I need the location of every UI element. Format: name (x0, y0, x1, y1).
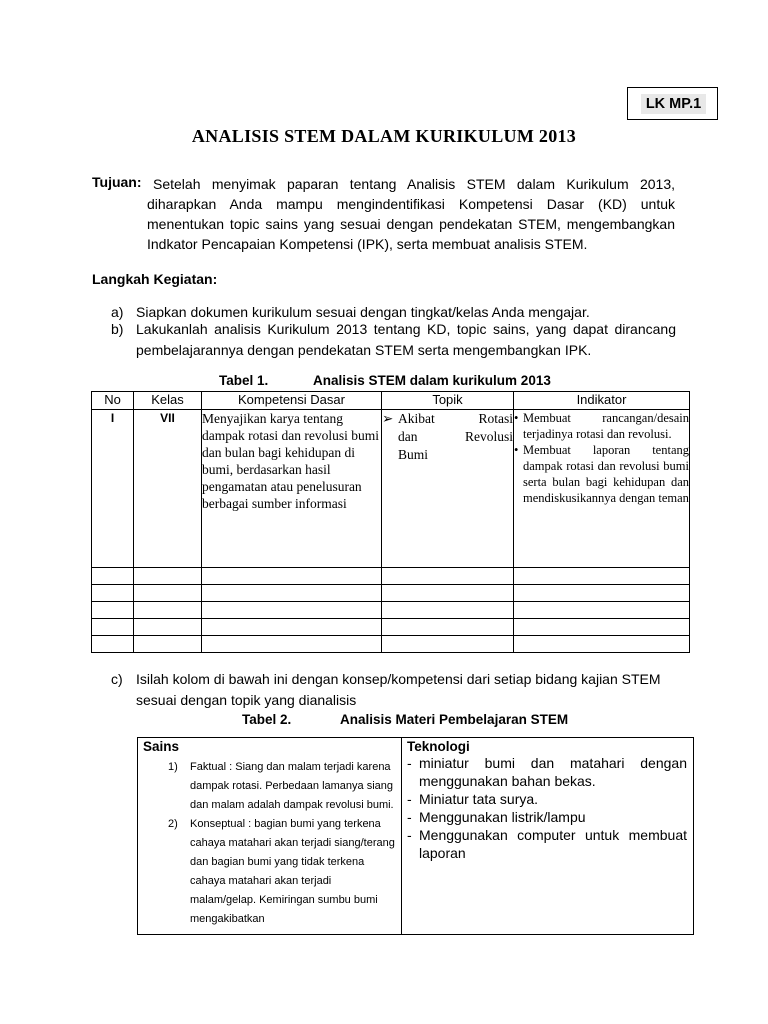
list-item (168, 758, 395, 815)
topik-text: Akibat Rotasi (398, 411, 513, 426)
bullet-icon: • (514, 411, 519, 425)
table2-caption-title: Analisis Materi Pembelajaran STEM (340, 712, 569, 727)
worksheet-code-badge (627, 87, 718, 120)
cell-topik (382, 410, 514, 568)
table-row (138, 738, 694, 935)
cell-sains (138, 738, 402, 935)
table-row-empty (92, 585, 690, 602)
table-row-empty (92, 619, 690, 636)
tujuan-rest: diharapkan Anda mampu mengindentifikasi Kompetensi Dasar (KD) untuk menentukan topic sains yang sesuai dengan pendekatan STEM, mengembangkan Indkator Pencapaian Kompetensi (IPK), serta membuat analisis STEM. (147, 196, 675, 252)
arrow-bullet-icon: ➢ (382, 411, 394, 426)
item-text: Konseptual : bagian bumi yang terkena cahaya matahari akan terjadi siang/terang dan bagian bumi yang tidak terkena cahaya matahari akan terjadi malam/gelap. Kemiringan sumbu bumi mengakibatkan (190, 818, 395, 925)
item-text: Menggunakan computer untuk membuat laporan (419, 827, 687, 861)
cell-kompetensi-dasar: Menyajikan karya tentang dampak rotasi dan revolusi bumi dan bulan bagi kehidupan di bumi, berdasarkan hasil pengamatan atau penelusuran berbagai sumber informasi (202, 410, 382, 568)
col-header-kd: Kompetensi Dasar (202, 392, 382, 410)
table2-caption-number: Tabel 2. (242, 712, 292, 727)
list-item (168, 815, 395, 929)
indikator-text: Membuat rancangan/desain terjadinya rotasi dan revolusi. (523, 411, 689, 441)
item-text: Faktual : Siang dan malam terjadi karena dampak rotasi. Perbedaan lamanya siang dan malam adalah dampak revolusi bumi. (190, 761, 394, 811)
indikator-item (514, 442, 689, 506)
table-row-empty (92, 636, 690, 653)
list-item (407, 808, 687, 826)
indikator-text: Membuat laporan tentang dampak rotasi dan revolusi bumi serta bulan bagi kehidupan dan mendiskusikannya dengan teman (523, 443, 689, 505)
teknologi-list (402, 754, 693, 862)
topik-line (382, 428, 513, 446)
step-label: b) (111, 321, 124, 337)
col-header-kelas: Kelas (134, 392, 202, 410)
item-number: 2) (168, 818, 178, 830)
materi-analysis-table (137, 737, 694, 935)
tujuan-label: Tujuan: (92, 174, 142, 190)
step-text: Lakukanlah analisis Kurikulum 2013 tentang KD, topic sains, yang dapat dirancang pembelajarannya dengan pendekatan STEM serta mengembangkan IPK. (136, 321, 676, 358)
list-item (407, 790, 687, 808)
bullet-icon: • (514, 443, 519, 457)
teknologi-heading: Teknologi (407, 739, 470, 754)
topik-text: Bumi (398, 447, 429, 462)
cell-kelas: VII (134, 410, 202, 568)
table-row-empty (92, 602, 690, 619)
dash-bullet: - (407, 809, 412, 825)
langkah-heading: Langkah Kegiatan: (92, 271, 218, 287)
col-header-indikator: Indikator (514, 392, 690, 410)
sains-heading: Sains (143, 739, 180, 754)
item-number: 1) (168, 761, 178, 773)
step-label: a) (111, 304, 124, 320)
table-header-row (92, 392, 690, 410)
table-row (92, 410, 690, 568)
tujuan-text (147, 174, 675, 254)
table1-caption-title: Analisis STEM dalam kurikulum 2013 (313, 373, 551, 388)
step-label: c) (111, 671, 123, 687)
topik-text: dan Revolusi (398, 429, 513, 444)
dash-bullet: - (407, 791, 412, 807)
cell-teknologi (402, 738, 694, 935)
tujuan-line1: Setelah menyimak paparan tentang Analisis STEM dalam Kurikulum 2013, (153, 176, 675, 192)
item-text: miniatur bumi dan matahari dengan menggunakan bahan bekas. (419, 755, 687, 789)
sains-list (138, 754, 401, 929)
page-title: ANALISIS STEM DALAM KURIKULUM 2013 (191, 126, 577, 146)
badge-label: LK MP.1 (641, 94, 706, 114)
table1-caption-number: Tabel 1. (219, 373, 269, 388)
col-header-topik: Topik (382, 392, 514, 410)
item-text: Menggunakan listrik/lampu (419, 809, 586, 825)
step-text: Isilah kolom di bawah ini dengan konsep/kompetensi dari setiap bidang kajian STEM sesuai dengan topik yang dianalisis (136, 671, 661, 708)
item-text: Miniatur tata surya. (419, 791, 539, 807)
stem-analysis-table (91, 391, 690, 653)
indikator-item (514, 410, 689, 442)
cell-no: I (92, 410, 134, 568)
table-row-empty (92, 568, 690, 585)
step-text: Siapkan dokumen kurikulum sesuai dengan tingkat/kelas Anda mengajar. (136, 304, 590, 320)
list-item (407, 754, 687, 790)
cell-indikator (514, 410, 690, 568)
list-item (407, 826, 687, 862)
col-header-no: No (92, 392, 134, 410)
topik-line (382, 446, 513, 464)
topik-line (382, 410, 513, 428)
dash-bullet: - (407, 755, 412, 771)
dash-bullet: - (407, 827, 412, 843)
